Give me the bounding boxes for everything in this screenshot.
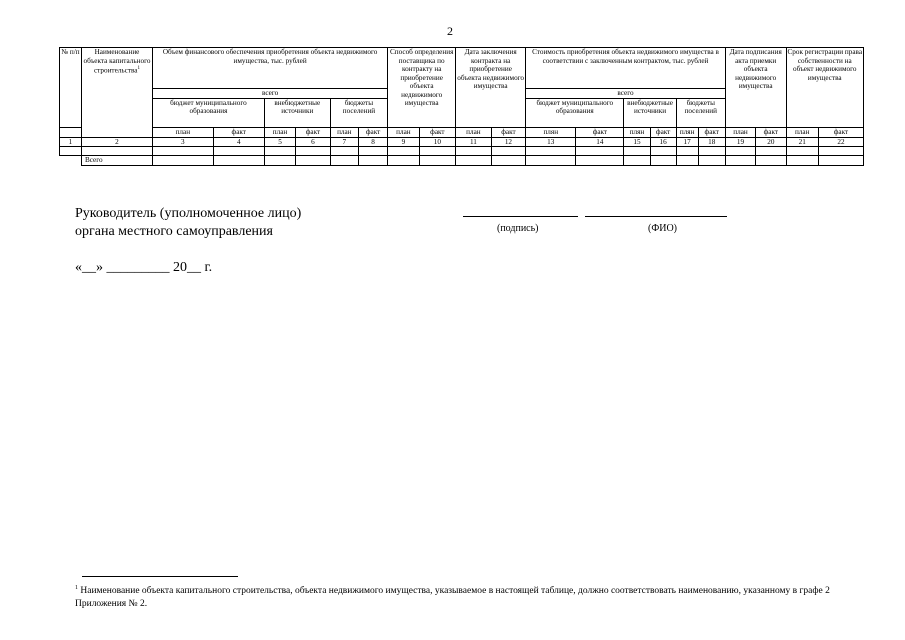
fact-cell: факт bbox=[491, 127, 526, 137]
fact-cell: факт bbox=[756, 127, 786, 137]
header-cost-settlements: бюджеты поселений bbox=[676, 98, 725, 127]
column-number: 14 bbox=[576, 137, 624, 147]
date-line: «__» _________ 20__ г. bbox=[75, 260, 213, 275]
header-cost-extrabudget: внебюджетные источники bbox=[624, 98, 676, 127]
header-registration-term: Срок регистрации права собственности на объект недвижимого имущества bbox=[786, 48, 864, 128]
column-number: 4 bbox=[213, 137, 264, 147]
column-number: 20 bbox=[756, 137, 786, 147]
footnote bbox=[75, 582, 845, 611]
header-supplier-method: Способ определения поставщика по контракту на приобретение объекта недвижимого имущества bbox=[388, 48, 456, 128]
name-line bbox=[585, 216, 727, 217]
plan-cell: план bbox=[786, 127, 818, 137]
column-number: 13 bbox=[526, 137, 576, 147]
plan-cell: план bbox=[330, 127, 358, 137]
fact-cell: факт bbox=[419, 127, 456, 137]
fact-cell: факт bbox=[576, 127, 624, 137]
column-number: 16 bbox=[650, 137, 676, 147]
plan-cell: план bbox=[388, 127, 419, 137]
column-number: 17 bbox=[676, 137, 698, 147]
column-number: 11 bbox=[456, 137, 492, 147]
fact-cell: факт bbox=[818, 127, 863, 137]
plan-cell: плян bbox=[624, 127, 650, 137]
column-number: 22 bbox=[818, 137, 863, 147]
column-number: 9 bbox=[388, 137, 419, 147]
plan-cell: план bbox=[153, 127, 214, 137]
header-object-name: Наименование объекта капитального строительства$^1$ bbox=[81, 48, 152, 138]
fact-cell: факт bbox=[698, 127, 725, 137]
fact-cell: факт bbox=[358, 127, 387, 137]
column-number: 19 bbox=[725, 137, 755, 147]
column-number: 7 bbox=[330, 137, 358, 147]
plan-cell: план bbox=[725, 127, 755, 137]
plan-cell: плян bbox=[526, 127, 576, 137]
header-no: № п/п bbox=[60, 48, 82, 128]
footnote-marker: 1 bbox=[75, 585, 78, 591]
column-number: 8 bbox=[358, 137, 387, 147]
table-row bbox=[60, 147, 864, 156]
header-contract-date: Дата заключения контракта на приобретение объекта недвижимого имущества bbox=[456, 48, 526, 128]
name-caption: (ФИО) bbox=[648, 223, 678, 234]
column-number: 15 bbox=[624, 137, 650, 147]
column-number: 10 bbox=[419, 137, 456, 147]
signature-line bbox=[463, 216, 578, 217]
column-number: 21 bbox=[786, 137, 818, 147]
page-number: 2 bbox=[447, 24, 453, 38]
header-finance-extrabudget: внебюджетные источники bbox=[264, 98, 330, 127]
plan-cell: план bbox=[456, 127, 492, 137]
fact-cell: факт bbox=[213, 127, 264, 137]
fact-cell: факт bbox=[650, 127, 676, 137]
footnote-text: Наименование объекта капитального строительства, объекта недвижимого имущества, указываемое в настоящей таблице, должно соответствовать наименованию, указанному в графе 2 Приложения № 2. bbox=[75, 586, 830, 610]
table-total-row bbox=[60, 156, 864, 166]
column-number: 3 bbox=[153, 137, 214, 147]
signatory-block bbox=[75, 205, 301, 241]
fact-cell: факт bbox=[296, 127, 330, 137]
signatory-title-line2: органа местного самоуправления bbox=[75, 224, 273, 239]
signature-caption: (подпись) bbox=[497, 223, 539, 234]
plan-cell: плян bbox=[676, 127, 698, 137]
column-number: 18 bbox=[698, 137, 725, 147]
header-finance-volume: Объем финансового обеспечения приобретения объекта недвижимого имущества, тыс. рублей bbox=[153, 48, 388, 89]
header-acceptance-date: Дата подписания акта приемки объекта недвижимого имущества bbox=[725, 48, 786, 128]
column-number: 5 bbox=[264, 137, 295, 147]
footnote-separator bbox=[82, 576, 238, 577]
column-number: 2 bbox=[81, 137, 152, 147]
column-number: 6 bbox=[296, 137, 330, 147]
plan-cell: план bbox=[264, 127, 295, 137]
header-finance-settlements: бюджеты поселений bbox=[330, 98, 388, 127]
total-row-label: Всего bbox=[81, 156, 152, 166]
header-finance-municipal: бюджет муниципального образования bbox=[153, 98, 265, 127]
column-number: 12 bbox=[491, 137, 526, 147]
header-acquisition-cost: Стоимость приобретения объекта недвижимого имущества в соответствии с заключенным контрактом, тыс. рублей bbox=[526, 48, 726, 89]
report-table bbox=[59, 47, 864, 166]
signatory-title-line1: Руководитель (уполномоченное лицо) bbox=[75, 206, 302, 221]
header-cost-municipal: бюджет муниципального образования bbox=[526, 98, 624, 127]
header-cost-total: всего bbox=[526, 89, 726, 99]
header-no-empty bbox=[60, 127, 82, 137]
column-number: 1 bbox=[60, 137, 82, 147]
header-finance-total: всего bbox=[153, 89, 388, 99]
